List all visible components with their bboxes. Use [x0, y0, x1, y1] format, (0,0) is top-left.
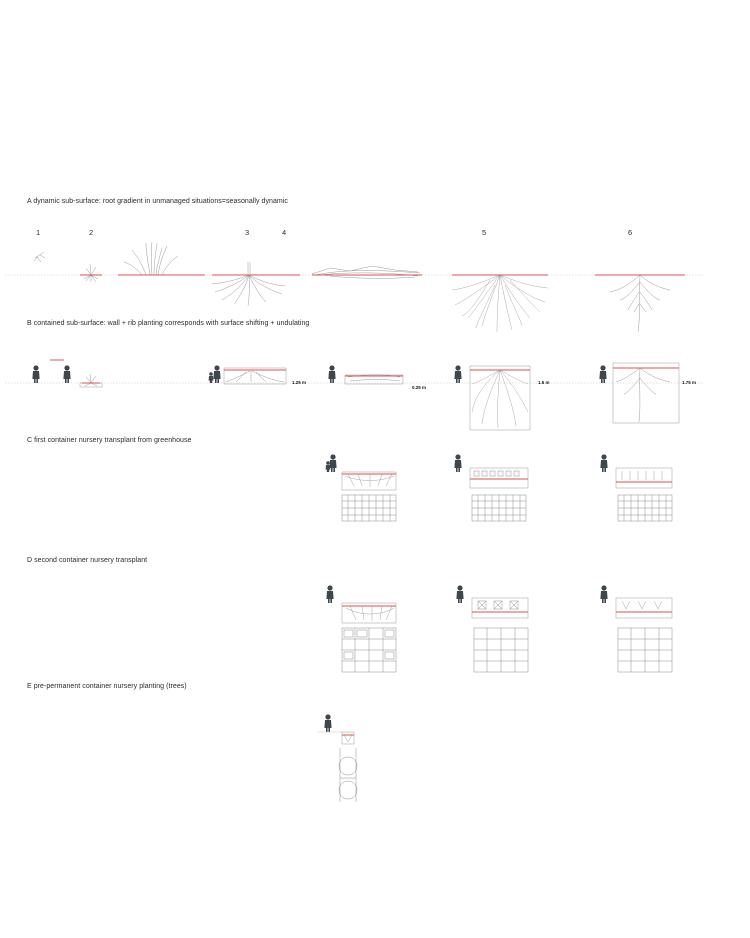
specimen-number-2: 2 — [89, 228, 94, 237]
section-e-caption: E pre-permanent container nursery planting (trees) — [27, 683, 187, 690]
root-specimen-1 — [34, 252, 45, 262]
section-d-drawing — [326, 585, 672, 672]
depth-label: 0.25 m — [412, 385, 427, 390]
section-e-drawing — [318, 714, 357, 802]
specimen-number-5: 5 — [482, 228, 487, 237]
root-specimen-2 — [84, 264, 98, 282]
human-figure-icon — [324, 714, 331, 732]
container-section — [342, 472, 396, 490]
depth-label: 1.25 m — [292, 380, 307, 385]
child-figure-icon — [326, 461, 331, 472]
plan-grid — [618, 628, 672, 672]
human-figure-icon — [600, 454, 607, 472]
specimen-number-6: 6 — [628, 228, 633, 237]
human-figure-icon — [599, 365, 606, 383]
human-figure-icon — [63, 365, 70, 383]
plan-grid — [342, 628, 396, 672]
depth-label: 1.75 m — [682, 380, 697, 385]
specimen-number-4: 4 — [282, 228, 287, 237]
root-specimen-4 — [312, 266, 420, 278]
specimen-number-1: 1 — [36, 228, 41, 237]
human-figure-icon — [600, 585, 607, 603]
human-figure-icon — [454, 454, 461, 472]
plan-grid — [474, 628, 528, 672]
section-d-caption: D second container nursery transplant — [27, 557, 148, 564]
section-c-drawing — [326, 454, 672, 521]
root-specimen-3 — [212, 262, 285, 306]
human-figure-icon — [32, 365, 39, 383]
human-figure-icon — [454, 365, 461, 383]
human-figure-icon — [213, 365, 220, 383]
plan-grid — [472, 495, 526, 521]
root-specimen-tuft — [124, 242, 178, 275]
container-wall — [80, 383, 102, 387]
plan-circles — [339, 748, 357, 802]
depth-label: 1.5 m — [538, 380, 550, 385]
section-a-drawing — [5, 242, 703, 332]
section-c-caption: C first container nursery transplant from greenhouse — [27, 437, 192, 444]
section-a-caption: A dynamic sub-surface: root gradient in unmanaged situations=seasonally dynamic — [27, 198, 288, 205]
plan-grid — [618, 495, 672, 521]
plan-grid — [342, 495, 396, 521]
container-wall — [613, 363, 679, 423]
human-figure-icon — [328, 365, 335, 383]
root-specimen-6 — [610, 275, 670, 332]
section-b-caption: B contained sub-surface: wall + rib planting corresponds with surface shifting + undulating — [27, 320, 310, 327]
human-figure-icon — [326, 585, 333, 603]
human-figure-icon — [329, 454, 336, 472]
container-section — [616, 468, 672, 488]
section-b-drawing — [5, 360, 703, 430]
specimen-number-3: 3 — [245, 228, 250, 237]
child-figure-icon — [209, 372, 214, 383]
human-figure-icon — [456, 585, 463, 603]
root-specimen-5 — [452, 275, 548, 332]
container-section — [616, 598, 672, 618]
container-wall — [470, 366, 530, 430]
